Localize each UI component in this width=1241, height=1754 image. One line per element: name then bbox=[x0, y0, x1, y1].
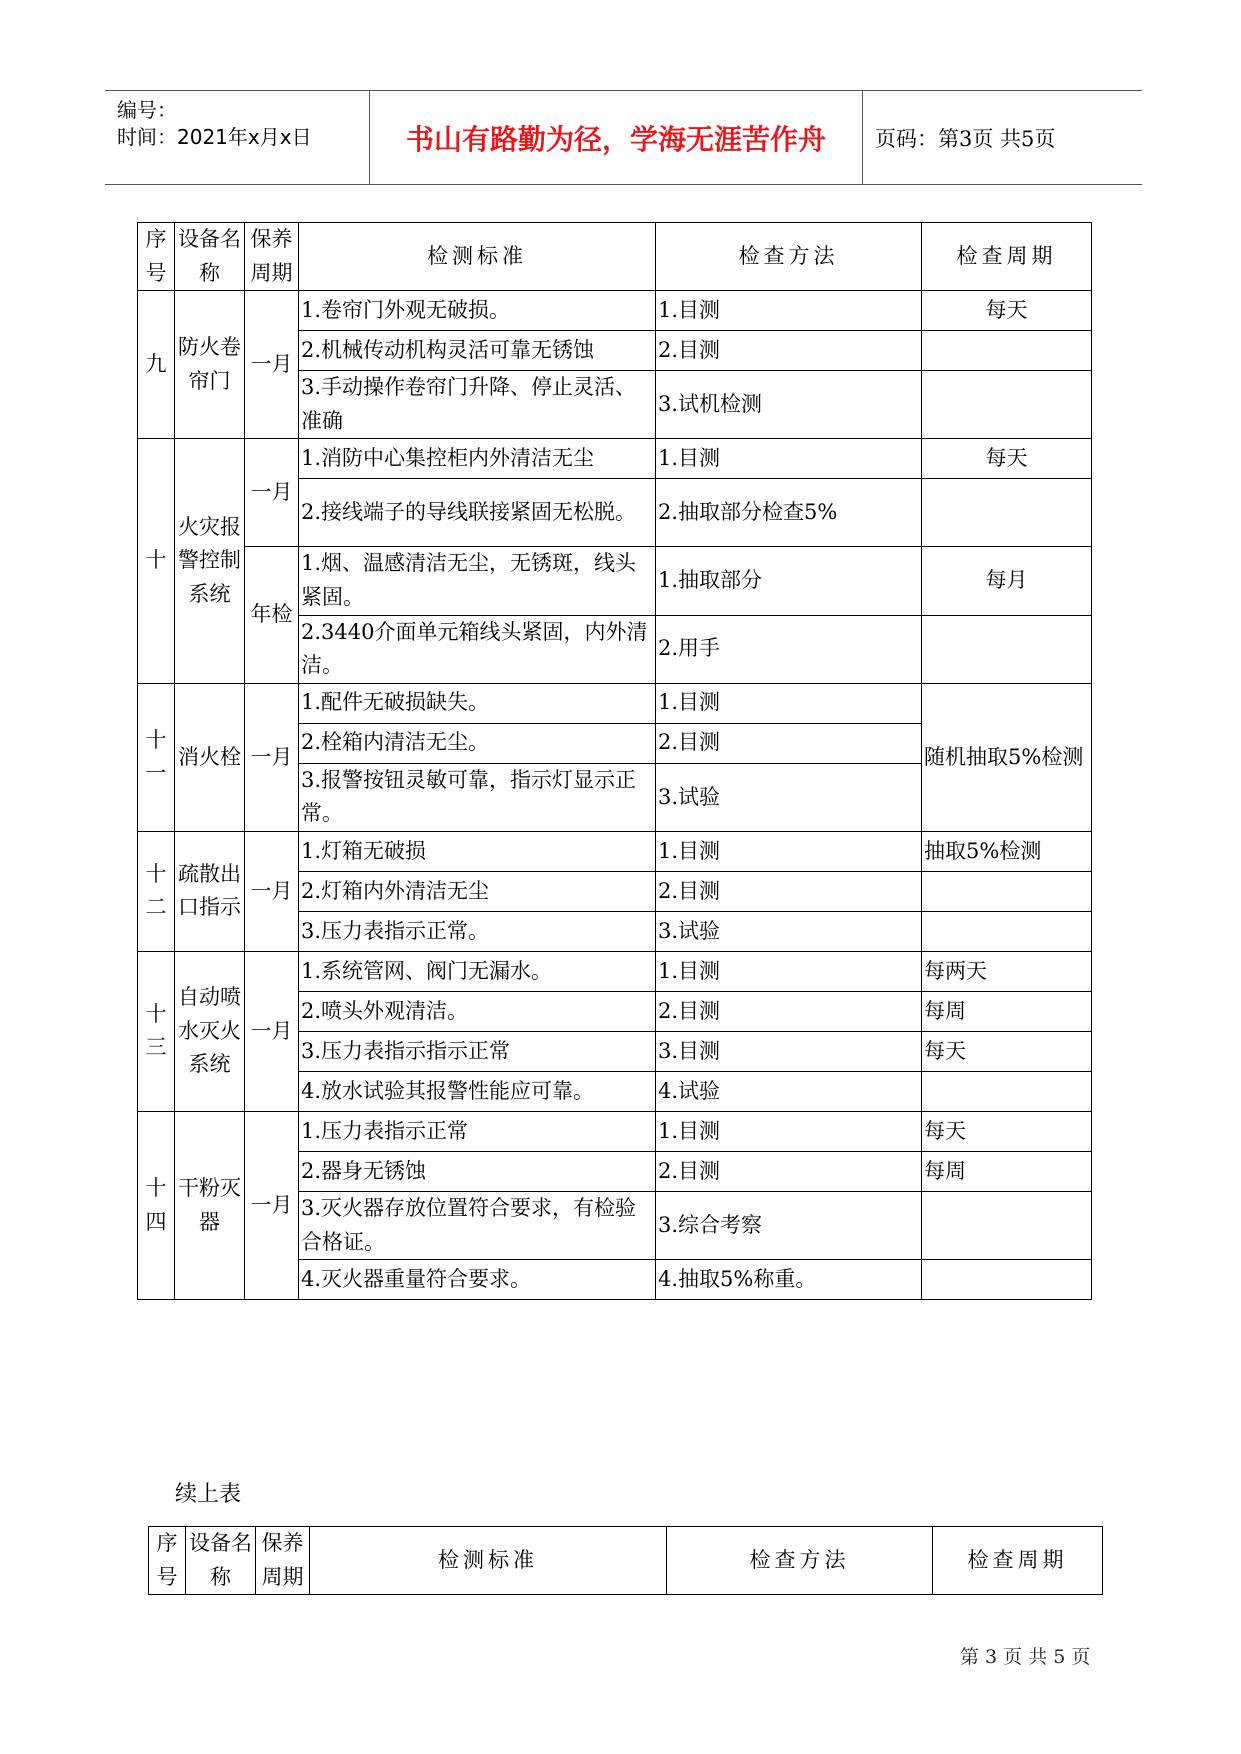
continued-label: 续上表 bbox=[175, 1482, 242, 1507]
method-cell: 2.目测 bbox=[656, 1151, 922, 1191]
cycle-cell: 每天 bbox=[922, 1031, 1092, 1071]
device-cell: 自动喷水灭火系统 bbox=[175, 951, 245, 1111]
method-cell: 2.抽取部分检查5% bbox=[656, 479, 922, 547]
header-divider bbox=[862, 91, 863, 184]
standard-cell: 3.压力表指示指示正常 bbox=[299, 1031, 656, 1071]
method-cell: 1.目测 bbox=[656, 439, 922, 479]
method-cell: 2.用手 bbox=[656, 615, 922, 683]
cycle-cell: 抽取5%检测 bbox=[922, 831, 1092, 871]
seq-cell: 十二 bbox=[138, 831, 175, 951]
table-row bbox=[138, 439, 1092, 479]
method-cell: 3.综合考察 bbox=[656, 1191, 922, 1259]
method-cell: 2.目测 bbox=[656, 991, 922, 1031]
standard-cell: 1.灯箱无破损 bbox=[299, 831, 656, 871]
seq-cell: 十四 bbox=[138, 1111, 175, 1299]
method-cell: 2.目测 bbox=[656, 723, 922, 763]
method-cell: 1.目测 bbox=[656, 951, 922, 991]
cycle-cell bbox=[922, 615, 1092, 683]
continued-table bbox=[148, 1526, 1103, 1595]
header-standard: 检测标准 bbox=[299, 223, 656, 291]
seq-cell: 九 bbox=[138, 291, 175, 439]
table-row bbox=[138, 547, 1092, 615]
period-cell: 一月 bbox=[245, 439, 299, 547]
header-cycle: 检查周期 bbox=[922, 223, 1092, 291]
period-cell: 一月 bbox=[245, 831, 299, 951]
period-cell: 一月 bbox=[245, 291, 299, 439]
cycle-cell bbox=[922, 479, 1092, 547]
standard-cell: 1.消防中心集控柜内外清洁无尘 bbox=[299, 439, 656, 479]
standard-cell: 3.手动操作卷帘门升降、停止灵活、准确 bbox=[299, 371, 656, 439]
page-label: 页码：第3页 共5页 bbox=[875, 127, 1056, 151]
method-cell: 4.抽取5%称重。 bbox=[656, 1260, 922, 1300]
cycle-cell bbox=[922, 1071, 1092, 1111]
method-cell: 3.试验 bbox=[656, 911, 922, 951]
seq-cell: 十 bbox=[138, 439, 175, 683]
cycle-cell bbox=[922, 1191, 1092, 1259]
cycle-cell bbox=[922, 911, 1092, 951]
header-standard: 检测标准 bbox=[310, 1527, 667, 1595]
device-cell: 火灾报警控制系统 bbox=[175, 439, 245, 683]
method-cell: 3.试机检测 bbox=[656, 371, 922, 439]
cycle-cell bbox=[922, 371, 1092, 439]
device-cell: 防火卷帘门 bbox=[175, 291, 245, 439]
standard-cell: 3.压力表指示正常。 bbox=[299, 911, 656, 951]
cycle-cell: 每天 bbox=[922, 291, 1092, 331]
table-row bbox=[138, 831, 1092, 871]
cycle-cell: 随机抽取5%检测 bbox=[922, 683, 1092, 831]
method-cell: 3.目测 bbox=[656, 1031, 922, 1071]
standard-cell: 4.灭火器重量符合要求。 bbox=[299, 1260, 656, 1300]
standard-cell: 4.放水试验其报警性能应可靠。 bbox=[299, 1071, 656, 1111]
method-cell: 2.目测 bbox=[656, 331, 922, 371]
number-label: 编号： bbox=[117, 98, 177, 122]
cycle-cell: 每周 bbox=[922, 1151, 1092, 1191]
standard-cell: 2.3440介面单元箱线头紧固，内外清洁。 bbox=[299, 615, 656, 683]
standard-cell: 1.卷帘门外观无破损。 bbox=[299, 291, 656, 331]
cycle-cell: 每天 bbox=[922, 1111, 1092, 1151]
standard-cell: 1.配件无破损缺失。 bbox=[299, 683, 656, 723]
standard-cell: 2.灯箱内外清洁无尘 bbox=[299, 871, 656, 911]
seq-cell: 十三 bbox=[138, 951, 175, 1111]
method-cell: 1.目测 bbox=[656, 291, 922, 331]
period-cell: 一月 bbox=[245, 683, 299, 831]
header-period: 保养周期 bbox=[245, 223, 299, 291]
method-cell: 1.抽取部分 bbox=[656, 547, 922, 615]
header-device: 设备名称 bbox=[175, 223, 245, 291]
standard-cell: 1.系统管网、阀门无漏水。 bbox=[299, 951, 656, 991]
table-row bbox=[138, 683, 1092, 723]
maintenance-table bbox=[137, 222, 1092, 1300]
standard-cell: 1.压力表指示正常 bbox=[299, 1111, 656, 1151]
device-cell: 消火栓 bbox=[175, 683, 245, 831]
seq-cell: 十一 bbox=[138, 683, 175, 831]
time-label: 时间：2021年x月x日 bbox=[117, 125, 312, 149]
standard-cell: 2.栓箱内清洁无尘。 bbox=[299, 723, 656, 763]
cycle-cell: 每天 bbox=[922, 439, 1092, 479]
motto: 书山有路勤为径，学海无涯苦作舟 bbox=[405, 123, 826, 156]
cycle-cell bbox=[922, 871, 1092, 911]
page-header bbox=[105, 90, 1142, 185]
cycle-cell bbox=[922, 331, 1092, 371]
header-seq: 序号 bbox=[149, 1527, 186, 1595]
header-method: 检查方法 bbox=[656, 223, 922, 291]
method-cell: 4.试验 bbox=[656, 1071, 922, 1111]
header-seq: 序号 bbox=[138, 223, 175, 291]
standard-cell: 3.灭火器存放位置符合要求，有检验合格证。 bbox=[299, 1191, 656, 1259]
device-cell: 干粉灭器 bbox=[175, 1111, 245, 1299]
period-cell: 一月 bbox=[245, 1111, 299, 1299]
page-footer: 第 3 页 共 5 页 bbox=[960, 1646, 1091, 1668]
header-device: 设备名称 bbox=[186, 1527, 256, 1595]
period-cell: 年检 bbox=[245, 547, 299, 683]
cycle-cell: 每周 bbox=[922, 991, 1092, 1031]
standard-cell: 2.接线端子的导线联接紧固无松脱。 bbox=[299, 479, 656, 547]
standard-cell: 3.报警按钮灵敏可靠，指示灯显示正常。 bbox=[299, 763, 656, 831]
header-cycle: 检查周期 bbox=[933, 1527, 1103, 1595]
cycle-cell: 每月 bbox=[922, 547, 1092, 615]
header-method: 检查方法 bbox=[667, 1527, 933, 1595]
standard-cell: 2.喷头外观清洁。 bbox=[299, 991, 656, 1031]
table-row bbox=[138, 951, 1092, 991]
table-header-row bbox=[138, 223, 1092, 291]
device-cell: 疏散出口指示 bbox=[175, 831, 245, 951]
period-cell: 一月 bbox=[245, 951, 299, 1111]
method-cell: 1.目测 bbox=[656, 1111, 922, 1151]
standard-cell: 2.机械传动机构灵活可靠无锈蚀 bbox=[299, 331, 656, 371]
table-row bbox=[138, 291, 1092, 331]
method-cell: 1.目测 bbox=[656, 831, 922, 871]
method-cell: 2.目测 bbox=[656, 871, 922, 911]
table-row bbox=[138, 1111, 1092, 1151]
method-cell: 1.目测 bbox=[656, 683, 922, 723]
header-period: 保养周期 bbox=[256, 1527, 310, 1595]
standard-cell: 2.器身无锈蚀 bbox=[299, 1151, 656, 1191]
cycle-cell: 每两天 bbox=[922, 951, 1092, 991]
method-cell: 3.试验 bbox=[656, 763, 922, 831]
cycle-cell bbox=[922, 1260, 1092, 1300]
standard-cell: 1.烟、温感清洁无尘，无锈斑，线头紧固。 bbox=[299, 547, 656, 615]
table-header-row bbox=[149, 1527, 1103, 1595]
